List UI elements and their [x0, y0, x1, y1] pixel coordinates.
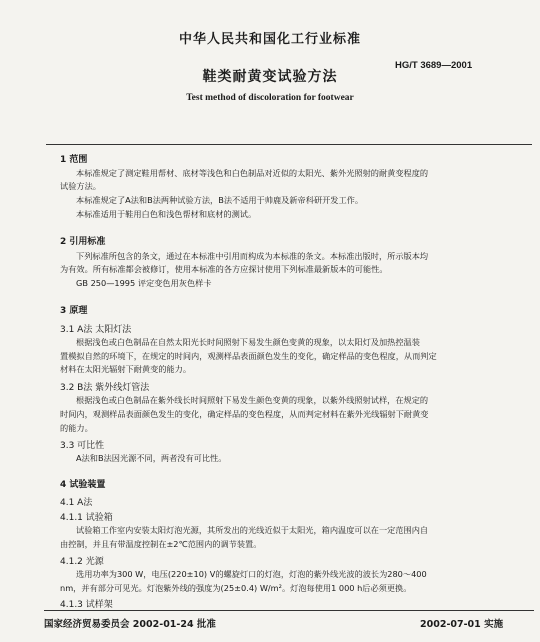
standard-number: HG/T 3689—2001 [395, 60, 473, 71]
paragraph-line: 根据浅色或白色制品在自然太阳光长时间照射下易发生颜色变黄的现象，以太阳灯及加热控温装 [76, 337, 420, 347]
implementation-date: 2002-07-01 实施 [420, 619, 504, 630]
header-divider [46, 144, 532, 145]
paragraph-line: 根据浅色或白色制品在紫外线长时间照射下易发生颜色变黄的现象，以紫外线照射试样，在规定的 [76, 395, 429, 405]
subsection-heading: 4.1.3 试样架 [60, 600, 113, 610]
footer-divider [44, 610, 534, 611]
document-title-english: Test method of discoloration for footwear [186, 93, 354, 103]
section-heading-references: 2 引用标准 [60, 237, 106, 247]
paragraph-line: 选用功率为300 W，电压(220±10) V的螺旋灯口的灯泡，灯泡的紫外线光波的波长为280～400 [76, 569, 427, 579]
reference-item: GB 250—1995 评定变色用灰色样卡 [76, 278, 212, 288]
subsection-heading: 3.3 可比性 [60, 441, 105, 451]
section-heading-scope: 1 范围 [60, 155, 88, 165]
section-heading-principle: 3 原理 [60, 306, 88, 316]
paragraph-line: 本标准规定了测定鞋用帮材、底材等浅色和白色制品对近似的太阳光、紫外光照射的耐黄变程度的 [76, 168, 429, 178]
paragraph-line: nm，并有部分可见光。灯泡紫外线的强度为(25±0.4) W/m²。灯泡每使用1 000 h后必须更换。 [60, 583, 412, 593]
paragraph-line: 下列标准所包含的条文，通过在本标准中引用而构成为本标准的条文。本标准出版时，所示版本均 [76, 251, 429, 261]
paragraph-line: 为有效。所有标准都会被修订，使用本标准的各方应探讨使用下列标准最新版本的可能性。 [60, 264, 388, 274]
paragraph-line: 置模拟自然的环境下，在规定的时间内，观测样品表面颜色发生的变化，确定样品的变色程度，从而判定 [60, 351, 437, 361]
approval-note: 国家经济贸易委员会 2002-01-24 批准 [44, 619, 216, 630]
paragraph-line: 的能力。 [60, 423, 93, 433]
paragraph-line: 由控制，并且有带温度控制在±2℃范围内的调节装置。 [60, 539, 262, 549]
subsection-heading: 3.2 B法 紫外线灯管法 [60, 383, 150, 393]
section-heading-apparatus: 4 试验装置 [60, 480, 106, 490]
subsection-heading: 4.1.2 光源 [60, 557, 104, 567]
issuing-organization: 中华人民共和国化工行业标准 [178, 32, 361, 47]
paragraph-line: 试验方法。 [60, 181, 101, 191]
paragraph-line: 时间内，观测样品表面颜色发生的变化，确定样品的变色程度，从而判定材料在紫外光线辐射下耐黄变 [60, 409, 429, 419]
subsection-heading: 4.1.1 试验箱 [60, 513, 113, 523]
paragraph-line: 本标准规定了A法和B法两种试验方法，B法不适用于帅鹿及新帝科研开发工作。 [76, 195, 364, 205]
paragraph-line: 本标准适用于鞋用白色和浅色帮材和底材的测试。 [76, 209, 257, 219]
subsection-heading: 4.1 A法 [60, 498, 93, 508]
subsection-heading: 3.1 A法 太阳灯法 [60, 325, 132, 335]
paragraph-line: 试验箱工作室内安装太阳灯泡光源，其所发出的光线近似于太阳光，箱内温度可以在一定范围内自 [76, 525, 429, 535]
document-title: 鞋类耐黄变试验方法 [202, 69, 338, 85]
paragraph-line: A法和B法因光源不同，两者没有可比性。 [76, 453, 227, 463]
paragraph-line: 材料在太阳光辐射下耐黄变的能力。 [60, 364, 192, 374]
